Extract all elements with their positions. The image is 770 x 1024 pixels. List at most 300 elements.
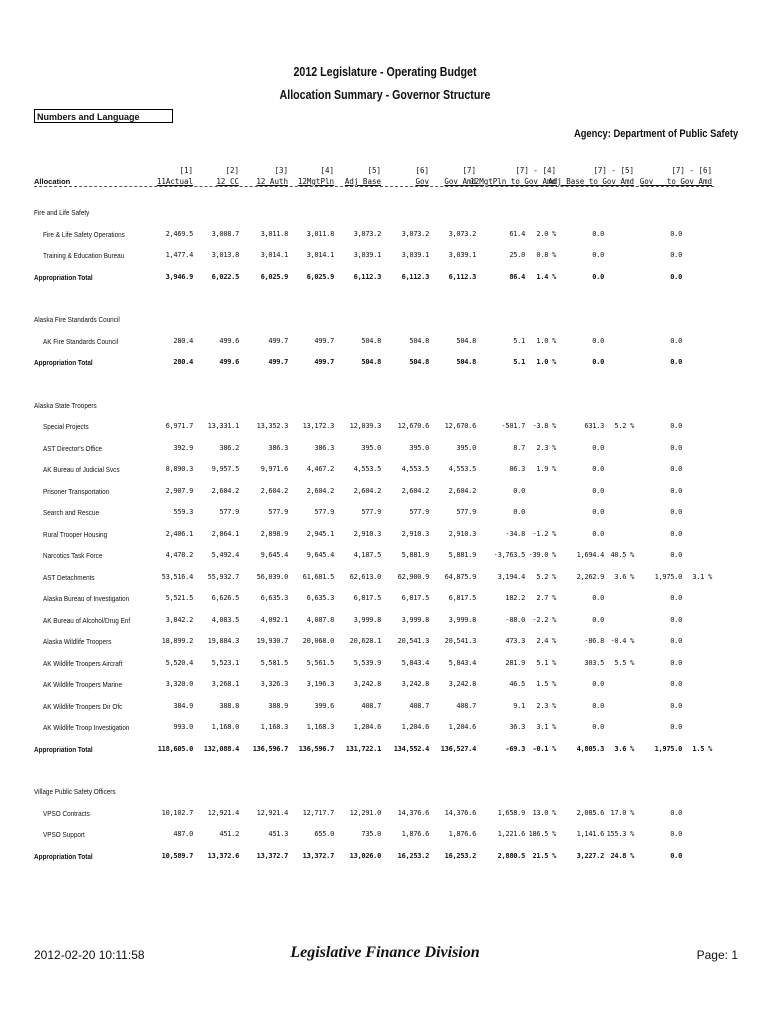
table-cell: 13,372.7 [256,851,288,860]
table-cell: 3,073.2 [401,229,429,238]
table-cell: 24.8 % [610,851,634,860]
table-cell: 1,975.0 [654,744,682,753]
table-cell: 62,613.0 [349,572,381,581]
table-cell: 2.0 % [536,229,556,238]
table-cell: 1.4 % [536,272,556,281]
table-cell: 3.6 % [614,572,634,581]
table-cell: 386.3 [268,443,288,452]
table-cell: 0.0 [592,465,604,473]
table-row [0,594,770,606]
column-header-number: [1] [179,166,193,175]
table-cell: 13.0 % [532,808,556,817]
column-header [256,165,288,187]
table-cell: 6,635.3 [260,594,288,602]
row-label: Rural Trooper Housing [43,529,108,539]
page-number: Page: 1 [696,948,738,962]
table-cell: 2,406.1 [165,529,193,538]
section-heading [0,401,770,413]
column-header-number: [7] - [6] [671,166,712,175]
table-cell: 0.0 [670,529,682,538]
table-row [0,680,770,692]
table-row [0,551,770,563]
table-row [0,230,770,242]
table-cell: 5,881.9 [448,551,476,559]
table-cell: 3,842.2 [165,615,193,624]
table-cell: 3,194.4 [497,572,525,581]
column-header-label: Gov Amd [444,177,476,186]
table-cell: 2,604.2 [211,486,239,495]
table-cell: 3,242.8 [448,680,476,688]
table-cell: 0.0 [670,615,682,624]
table-cell: 4,553.5 [353,465,381,473]
table-cell: -3,763.5 [493,551,525,559]
column-header [216,165,239,187]
table-cell: 9.1 [513,701,525,710]
table-cell: 577.9 [219,508,239,516]
table-cell: 8.7 [513,443,525,452]
table-cell: 13,331.1 [207,422,239,430]
table-cell: 1,658.9 [497,808,525,817]
table-cell: 2,910.3 [401,529,429,538]
table-cell: 20,541.3 [444,637,476,645]
appropriation-total-row [0,358,770,370]
table-cell: 395.0 [361,443,381,452]
report-datetime: 2012-02-20 10:11:58 [34,948,145,962]
table-cell: 10,589.7 [161,851,193,860]
table-cell: 2,604.2 [353,486,381,495]
table-cell: 0.0 [670,486,682,495]
column-header-label: 11Actual [156,177,193,186]
row-label: AK Wildlife Troopers Aircraft [43,658,123,668]
table-cell: 9,971.6 [260,465,288,473]
row-label: Narcotics Task Force [43,551,103,560]
table-row [0,422,770,434]
table-cell: 408.7 [409,701,429,710]
row-label: Alaska Bureau of Investigation [43,594,130,603]
numbers-language-box: Numbers and Language [34,109,173,123]
table-cell: 0.0 [670,465,682,473]
table-cell: 3,073.2 [448,229,476,238]
table-cell: 2,898.9 [260,529,288,538]
table-cell: 2,910.3 [448,529,476,538]
table-cell: 5.1 [513,358,525,366]
table-cell: 577.9 [268,508,288,516]
table-cell: 5,561.5 [306,658,334,667]
table-cell: 3,013.8 [211,251,239,259]
table-cell: -39.0 % [528,551,556,559]
table-cell: 4,467.2 [306,465,334,473]
table-cell: 1.0 % [536,336,556,345]
table-cell: 0.0 [592,508,604,516]
table-cell: 0.0 [670,551,682,559]
table-cell: 16,253.2 [444,851,476,860]
table-cell: 12,670.6 [397,422,429,430]
table-cell: 56,039.0 [256,572,288,581]
table-cell: 504.8 [456,336,476,345]
table-cell: 0.0 [670,808,682,817]
table-cell: 182.2 [505,594,525,602]
table-cell: 5,881.9 [401,551,429,559]
table-cell: 136,596.7 [252,744,288,753]
table-cell: 14,376.6 [444,808,476,817]
table-cell: 46.5 [509,680,525,688]
table-cell: 2,910.3 [353,529,381,538]
table-cell: 1,141.6 [576,830,604,838]
table-cell: 2.4 % [536,637,556,645]
table-cell: 155.3 % [606,830,634,838]
report-title: 2012 Legislature - Operating Budget [293,64,477,79]
table-row [0,487,770,499]
table-cell: 3,946.9 [165,272,193,281]
table-cell: 451.2 [219,830,239,838]
table-row [0,444,770,456]
table-cell: 4,478.2 [165,551,193,559]
table-cell: 3.1 % [536,723,556,731]
table-cell: 4,553.5 [448,465,476,473]
table-cell: 3,268.1 [211,680,239,688]
table-cell: -34.8 [505,529,525,538]
table-cell: 0.0 [670,508,682,516]
allocation-header: Allocation [34,177,71,186]
table-cell: 9,957.5 [211,465,239,473]
table-cell: 0.0 [592,486,604,495]
table-cell: 55,932.7 [207,572,239,581]
table-cell: 8,890.3 [165,465,193,473]
table-cell: 17.0 % [610,808,634,817]
table-cell: 5,523.1 [211,658,239,667]
table-cell: 499.7 [314,336,334,345]
table-cell: 2,864.1 [211,529,239,538]
table-cell: 5.1 % [536,658,556,667]
table-cell: 18,899.2 [161,637,193,645]
table-cell: 0.0 [592,529,604,538]
table-cell: 3,999.8 [448,615,476,624]
column-header-label: Gov [415,177,429,186]
table-cell: 0.0 [592,229,604,238]
table-cell: 0.0 [670,229,682,238]
column-header-number: [6] [415,166,429,175]
table-cell: 399.6 [314,701,334,710]
table-cell: 3,039.1 [448,251,476,259]
table-cell: -2.2 % [532,615,556,624]
table-cell: 2,604.2 [401,486,429,495]
table-cell: 40.5 % [610,551,634,559]
table-cell: 2,604.2 [448,486,476,495]
table-cell: 6,112.3 [353,272,381,281]
column-header-number: [3] [274,166,288,175]
table-cell: 6,626.5 [211,594,239,602]
column-header [345,165,381,187]
table-cell: 0.0 [592,680,604,688]
table-cell: 408.7 [361,701,381,710]
table-cell: 1.5 % [692,744,712,753]
table-cell: 2,469.5 [165,229,193,238]
table-cell: 1,221.6 [497,830,525,838]
table-cell: 6,817.5 [401,594,429,602]
table-cell: 5,492.4 [211,551,239,559]
table-cell: 499.7 [314,358,334,366]
column-header-number: [7] [462,166,476,175]
row-label: AK Fire Standards Council [43,336,119,346]
row-label: Fire & Life Safety Operations [43,229,125,239]
column-header-number: [7] - [4] [515,166,556,175]
table-cell: 4,805.3 [576,744,604,753]
table-cell: 5.5 % [614,658,634,667]
table-cell: 0.0 [670,336,682,345]
table-cell: 499.6 [219,358,239,366]
table-cell: 4,092.1 [260,615,288,624]
table-cell: 5.1 [513,336,525,345]
table-cell: 13,352.3 [256,422,288,430]
table-cell: 499.6 [219,336,239,345]
table-cell: 6,025.9 [306,272,334,281]
table-cell: 2,262.9 [576,572,604,581]
column-header-number: [7] - [5] [593,166,634,175]
row-label: Prisoner Transportation [43,486,110,496]
table-cell: 631.3 [584,422,604,430]
table-cell: 53,516.4 [161,572,193,581]
table-cell: 3,011.8 [306,229,334,238]
table-cell: 12,670.6 [444,422,476,430]
table-cell: 2,085.6 [576,808,604,817]
table-cell: 16,253.2 [397,851,429,860]
table-cell: 281.9 [505,658,525,667]
table-cell: 1,204.6 [353,723,381,731]
row-label: AST Detachments [43,572,95,582]
column-header-label: 12MgtPln to Gov Amd [470,177,556,186]
table-cell: 655.0 [314,830,334,838]
table-cell: 0.0 [670,637,682,645]
table-row [0,530,770,542]
row-label: Village Public Safety Officers [34,787,116,796]
table-cell: 395.0 [456,443,476,452]
table-cell: -501.7 [501,422,525,430]
row-label: AST Director's Office [43,443,103,453]
table-cell: 12,717.7 [302,808,334,817]
table-cell: 5,520.4 [165,658,193,667]
table-cell: 20,541.3 [397,637,429,645]
table-cell: 0.0 [592,443,604,452]
table-cell: 3,242.8 [353,680,381,688]
table-cell: 0.0 [670,443,682,452]
report-subtitle: Allocation Summary - Governor Structure [279,87,491,102]
table-row [0,616,770,628]
table-cell: 5,581.5 [260,658,288,667]
table-cell: 1,876.6 [401,830,429,838]
table-row [0,809,770,821]
table-cell: 0.0 [670,680,682,688]
table-cell: 19,884.3 [207,637,239,645]
table-cell: 61.4 [509,229,525,238]
table-cell: 3.6 % [614,744,634,753]
table-cell: 3,039.1 [353,251,381,259]
table-cell: 86.4 [509,272,525,281]
table-cell: 0.0 [513,508,525,516]
column-header [157,165,193,187]
table-cell: 0.0 [592,723,604,731]
table-cell: 13,026.0 [349,851,381,860]
column-header-label: 12 Auth [256,177,288,186]
table-cell: 388.9 [268,701,288,710]
table-cell: 12,291.0 [349,808,381,817]
row-label: AK Wildlife Troopers Marine [43,680,123,689]
table-cell: 4,187.5 [353,551,381,559]
table-cell: 392.9 [173,443,193,452]
table-cell: 0.0 [670,358,682,366]
appropriation-total-row [0,273,770,285]
table-cell: 559.3 [173,508,193,516]
table-cell: 2,604.2 [306,486,334,495]
table-cell: 2,604.2 [260,486,288,495]
table-cell: -86.8 [584,637,604,645]
table-cell: 0.0 [513,486,525,495]
column-header-number: [2] [225,166,239,175]
table-cell: 2,945.1 [306,529,334,538]
table-cell: 0.0 [592,272,604,281]
table-cell: 1,168.3 [260,723,288,731]
section-heading [0,787,770,799]
table-cell: 280.4 [173,358,193,366]
table-cell: 6,112.3 [448,272,476,281]
table-cell: 0.0 [592,615,604,624]
table-cell: 504.8 [456,358,476,366]
table-cell: 0.0 [670,272,682,281]
table-cell: 499.7 [268,358,288,366]
table-cell: 499.7 [268,336,288,345]
table-cell: 473.3 [505,637,525,645]
table-cell: 993.0 [173,723,193,731]
table-cell: -88.0 [505,615,525,624]
table-cell: 504.8 [361,358,381,366]
section-heading [0,208,770,220]
table-cell: 280.4 [173,336,193,345]
table-row [0,573,770,585]
table-cell: 1,477.4 [165,251,193,259]
row-label: VPSO Support [43,830,85,839]
table-row [0,465,770,477]
table-cell: 388.8 [219,701,239,710]
row-label: Search and Rescue [43,508,99,517]
division-name: Legislative Finance Division [290,944,480,961]
table-cell: 6,817.5 [353,594,381,602]
table-cell: -0.4 % [610,637,634,645]
table-cell: 9,645.4 [306,551,334,559]
table-cell: 735.0 [361,830,381,838]
table-cell: 2.3 % [536,701,556,710]
table-cell: 0.0 [670,701,682,710]
table-cell: 134,552.4 [393,744,429,753]
table-cell: 1.5 % [536,680,556,688]
table-cell: 2.7 % [536,594,556,602]
column-header-label: 12 CC [216,177,239,186]
table-cell: 1,694.4 [576,551,604,559]
table-row [0,723,770,735]
table-cell: 86.3 [509,465,525,473]
column-header [415,165,429,187]
table-row [0,251,770,263]
column-header-label: Adj Base to Gov Amd [548,177,634,186]
table-cell: 0.0 [670,594,682,602]
table-cell: 408.7 [456,701,476,710]
table-cell: 3,227.2 [576,851,604,860]
table-cell: 3,999.8 [401,615,429,624]
row-label: AK Bureau of Judicial Svcs [43,465,120,474]
table-cell: 487.0 [173,830,193,838]
row-label: AK Wildlife Troop Investigation [43,723,130,732]
table-cell: 3,242.8 [401,680,429,688]
row-label: Special Projects [43,422,89,431]
table-cell: 12,921.4 [207,808,239,817]
table-cell: 2,907.9 [165,486,193,495]
table-cell: 118,605.0 [157,744,193,753]
table-cell: 13,172.3 [302,422,334,430]
table-cell: 577.9 [361,508,381,516]
table-cell: 0.0 [670,251,682,259]
table-cell: 395.0 [409,443,429,452]
appropriation-total-row [0,745,770,757]
table-cell: -1.2 % [532,529,556,538]
table-cell: 19,930.7 [256,637,288,645]
row-label: AK Wildlife Troopers Dir Ofc [43,701,123,711]
table-cell: 21.5 % [532,851,556,860]
table-cell: 0.0 [670,851,682,860]
table-cell: 2.3 % [536,443,556,452]
table-cell: 5,843.4 [448,658,476,667]
table-cell: 62,900.9 [397,572,429,581]
table-cell: 1,204.6 [401,723,429,731]
table-cell: 4,083.5 [211,615,239,624]
table-cell: 3.1 % [692,572,712,581]
table-cell: 1,168.3 [306,723,334,731]
table-cell: 451.3 [268,830,288,838]
row-label: Training & Education Bureau [43,251,125,260]
table-cell: 5.2 % [614,422,634,430]
table-cell: 3,196.3 [306,680,334,688]
row-label: VPSO Contracts [43,808,90,818]
table-cell: 0.0 [670,723,682,731]
row-label: Appropriation Total [34,358,93,367]
column-header-label: Gov to Gov Amd [639,177,712,186]
row-label: Alaska Wildlife Troopers [43,637,112,646]
table-cell: 12,039.3 [349,422,381,430]
table-cell: 61,681.5 [302,572,334,581]
table-cell: 0.0 [670,422,682,430]
table-cell: 9,645.4 [260,551,288,559]
table-cell: 386.2 [219,443,239,452]
table-cell: 14,376.6 [397,808,429,817]
table-cell: 0.8 % [536,251,556,259]
table-row [0,830,770,842]
table-cell: 0.0 [592,701,604,710]
table-cell: 6,817.5 [448,594,476,602]
table-cell: 0.0 [592,251,604,259]
table-cell: 3,014.1 [260,251,288,259]
table-cell: 3,011.8 [260,229,288,238]
table-cell: 303.5 [584,658,604,667]
table-cell: 4,553.5 [401,465,429,473]
table-cell: 1,975.0 [654,572,682,581]
table-cell: 577.9 [409,508,429,516]
appropriation-total-row [0,852,770,864]
table-cell: 136,596.7 [298,744,334,753]
table-cell: 13,372.6 [207,851,239,860]
table-cell: 5.2 % [536,572,556,581]
column-header [640,165,712,187]
table-cell: 3,999.8 [353,615,381,624]
table-cell: 1,168.0 [211,723,239,731]
header-underline [34,186,714,187]
table-cell: 577.9 [314,508,334,516]
